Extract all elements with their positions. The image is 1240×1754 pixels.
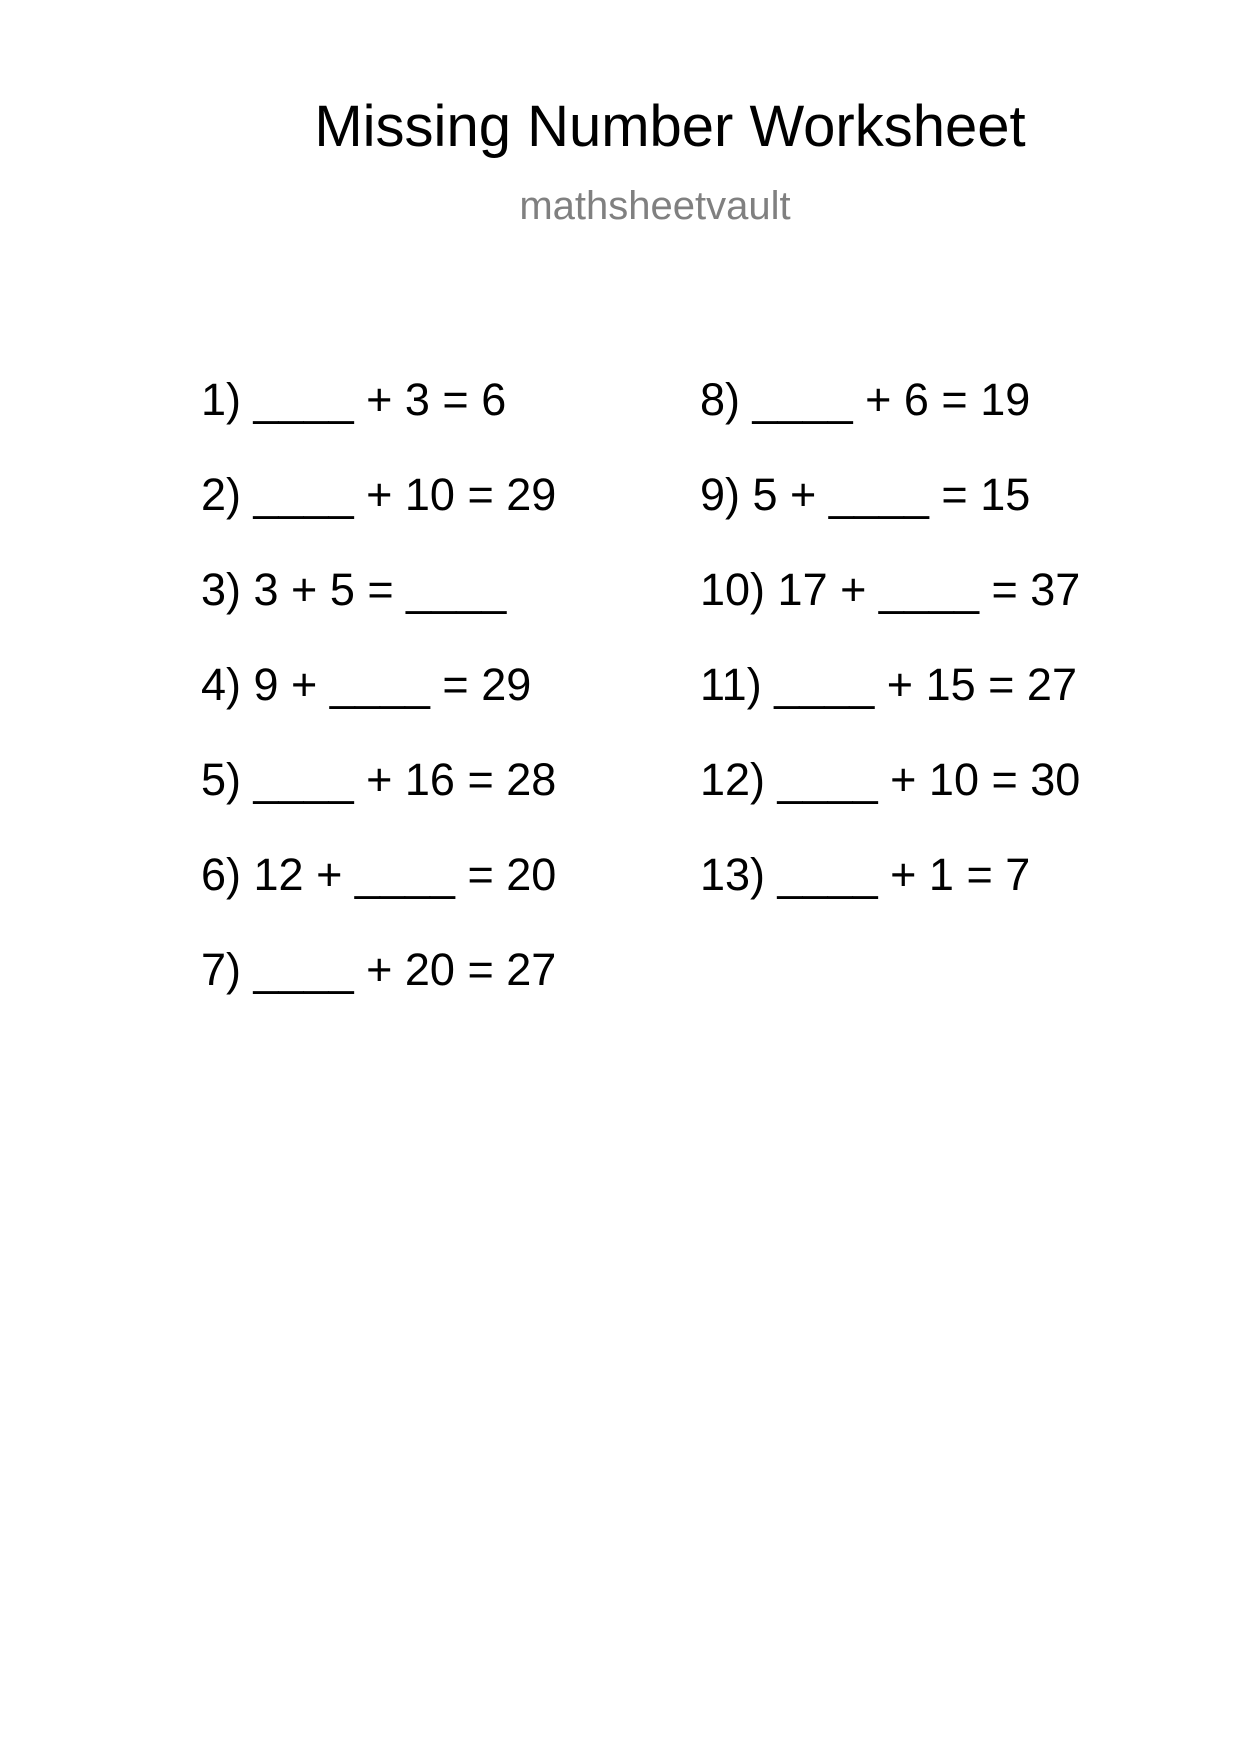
worksheet-title: Missing Number Worksheet (314, 94, 1026, 159)
problem: 3) 3 + 5 = ____ (201, 564, 507, 615)
problem: 13) ____ + 1 = 7 (700, 849, 1031, 900)
problems-column-left (201, 352, 556, 1017)
problem: 5) ____ + 16 = 28 (201, 754, 557, 805)
problems-column-right (700, 352, 1080, 922)
problem: 6) 12 + ____ = 20 (201, 849, 557, 900)
problem: 4) 9 + ____ = 29 (201, 659, 532, 710)
problem: 8) ____ + 6 = 19 (700, 374, 1031, 425)
worksheet-subtitle: mathsheetvault (519, 184, 791, 228)
problem: 2) ____ + 10 = 29 (201, 469, 557, 520)
problem: 9) 5 + ____ = 15 (700, 469, 1031, 520)
problem: 10) 17 + ____ = 37 (700, 564, 1081, 615)
problem: 12) ____ + 10 = 30 (700, 754, 1081, 805)
problem: 7) ____ + 20 = 27 (201, 944, 557, 995)
problem: 11) ____ + 15 = 27 (700, 659, 1077, 710)
problem: 1) ____ + 3 = 6 (201, 374, 507, 425)
